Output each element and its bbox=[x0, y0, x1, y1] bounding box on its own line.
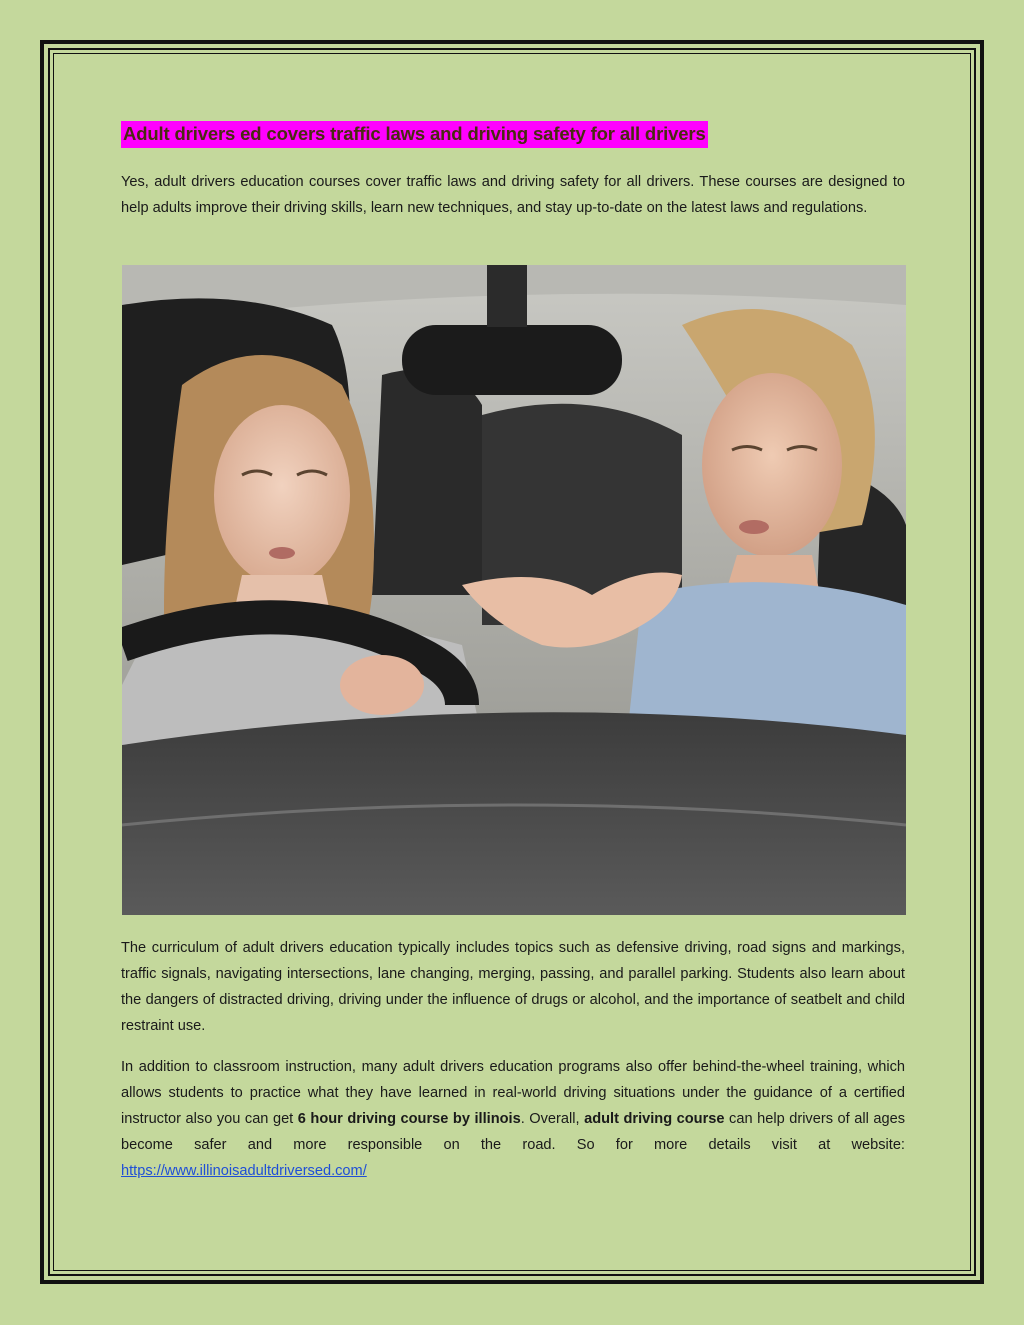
course-link-text: 6 hour driving course by illinois bbox=[297, 1111, 521, 1127]
training-paragraph bbox=[121, 1054, 905, 1184]
article-heading: Adult drivers ed covers traffic laws and driving safety for all drivers bbox=[121, 121, 708, 148]
intro-paragraph: Yes, adult drivers education courses cover traffic laws and driving safety for all drivers. These courses are designed to help adults improve their driving skills, learn new techniques, and stay up-to-date on the latest laws and regulations. bbox=[121, 174, 905, 216]
training-text-3: can help drivers of all ages become safer and more responsible on the road. So for more details visit at website: bbox=[121, 1111, 905, 1153]
driving-lesson-photo bbox=[122, 265, 906, 915]
training-text-2: . Overall, bbox=[520, 1111, 585, 1127]
training-text-1: In addition to classroom instruction, many adult drivers education programs also offer behind-the-wheel training, which allows students to practice what they have learned in real-world driving situations under the guidance of a certified instructor also you can get bbox=[121, 1059, 905, 1127]
curriculum-paragraph: The curriculum of adult drivers education typically includes topics such as defensive driving, road signs and markings, traffic signals, navigating intersections, lane changing, merging, passing, and parallel parking. Students also learn about the dangers of distracted driving, driving under the influence of drugs or alcohol, and the importance of seatbelt and child restraint use. bbox=[121, 940, 905, 1034]
website-link[interactable]: https://www.illinoisadultdriversed.com/ bbox=[121, 1163, 367, 1179]
adult-course-text: adult driving course bbox=[584, 1111, 725, 1127]
